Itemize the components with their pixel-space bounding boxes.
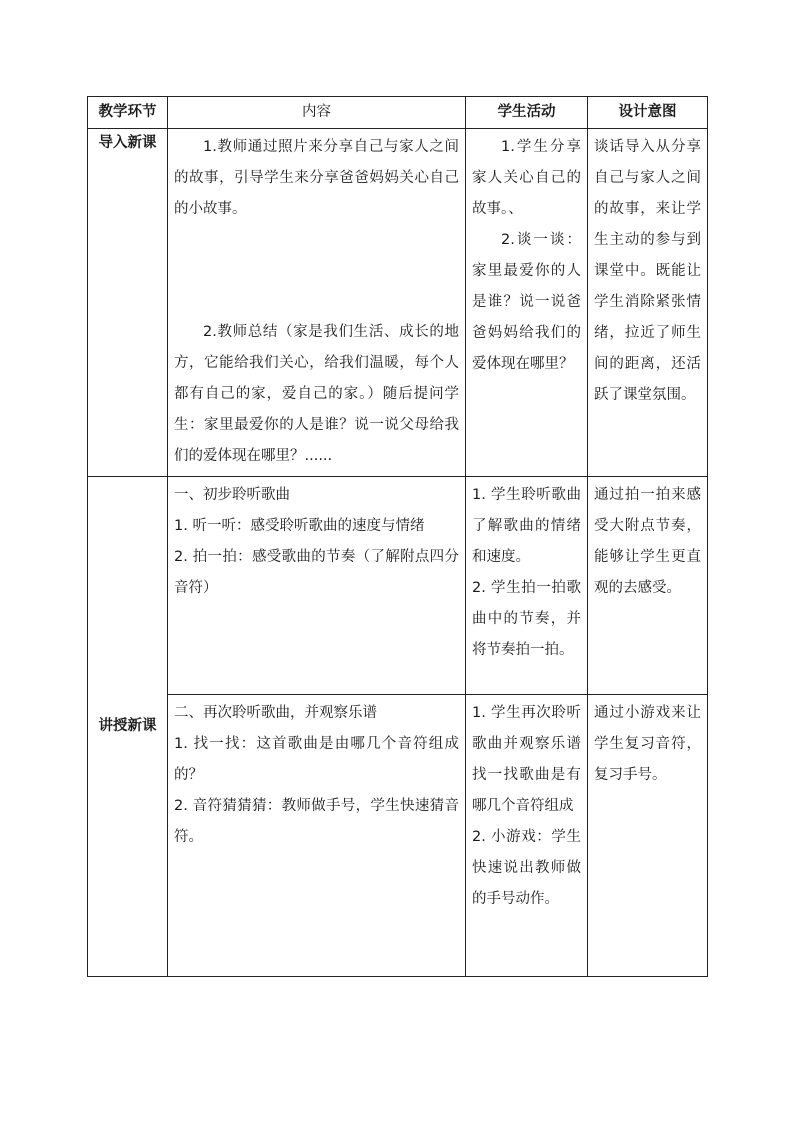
- content-paragraph: 2. 音符猜猜猜：教师做手号，学生快速猜音符。: [174, 798, 459, 845]
- student-activity-paragraph: 2. 小游戏：学生快速说出教师做的手号动作。: [472, 829, 581, 907]
- content-cell: [168, 695, 466, 977]
- content-paragraph: 2. 拍一拍：感受歌曲的节奏（了解附点四分音符）: [174, 549, 459, 596]
- stage-cell: [88, 129, 168, 477]
- content-paragraph: 1.教师通过照片来分享自己与家人之间的故事，引导学生来分享爸爸妈妈关心自己的小故事。: [174, 139, 459, 217]
- content-heading: 一、初步聆听歌曲: [174, 487, 290, 503]
- student-activity-cell: [466, 695, 588, 977]
- header-content: 内容: [168, 97, 466, 129]
- stage-label: 讲授新课: [98, 718, 157, 734]
- content-cell: [168, 477, 466, 695]
- header-student-activity: 学生活动: [466, 97, 588, 129]
- content-paragraph: 2.教师总结（家是我们生活、成长的地方，它能给我们关心，给我们温暖，每个人都有自己的家，爱自己的家。）随后提问学生：家里最爱你的人是谁？说一说父母给我们的爱体现在哪里？......: [174, 324, 459, 464]
- design-intent-cell: [588, 477, 708, 695]
- table-row: [88, 129, 708, 477]
- design-intent-paragraph: 谈话导入从分享自己与家人之间的故事，来让学生主动的参与到课堂中。既能让学生消除紧张情绪，拉近了师生间的距离，还活跃了课堂氛围。: [594, 139, 701, 403]
- stage-cell: [88, 477, 168, 977]
- design-intent-paragraph: 通过拍一拍来感受大附点节奏，能够让学生更直观的去感受。: [594, 487, 701, 596]
- student-activity-paragraph: 1. 学生再次聆听歌曲并观察乐谱找一找歌曲是有哪几个音符组成: [472, 705, 581, 814]
- design-intent-cell: [588, 129, 708, 477]
- table-row: [88, 477, 708, 695]
- content-cell: [168, 129, 466, 477]
- content-heading: 二、再次聆听歌曲，并观察乐谱: [174, 705, 377, 721]
- header-stage: 教学环节: [88, 97, 168, 129]
- content-paragraph: 1. 听一听：感受聆听歌曲的速度与情绪: [174, 518, 425, 534]
- header-design-intent: 设计意图: [588, 97, 708, 129]
- table-header-row: [88, 97, 708, 129]
- student-activity-paragraph: 2.谈一谈：家里最爱你的人是谁？说一说爸爸妈妈给我们的爱体现在哪里？: [472, 232, 581, 372]
- student-activity-cell: [466, 477, 588, 695]
- student-activity-paragraph: 2. 学生拍一拍歌曲中的节奏，并将节奏拍一拍。: [472, 580, 581, 658]
- table-row: [88, 695, 708, 977]
- stage-label: 导入新课: [98, 135, 157, 151]
- student-activity-cell: [466, 129, 588, 477]
- design-intent-paragraph: 通过小游戏来让学生复习音符，复习手号。: [594, 705, 701, 783]
- content-paragraph: 1. 找一找：这首歌曲是由哪几个音符组成的？: [174, 736, 459, 783]
- student-activity-paragraph: 1. 学生聆听歌曲了解歌曲的情绪和速度。: [472, 487, 581, 565]
- student-activity-paragraph: 1.学生分享家人关心自己的故事。、: [472, 139, 581, 217]
- design-intent-cell: [588, 695, 708, 977]
- lesson-plan-table: [87, 96, 708, 977]
